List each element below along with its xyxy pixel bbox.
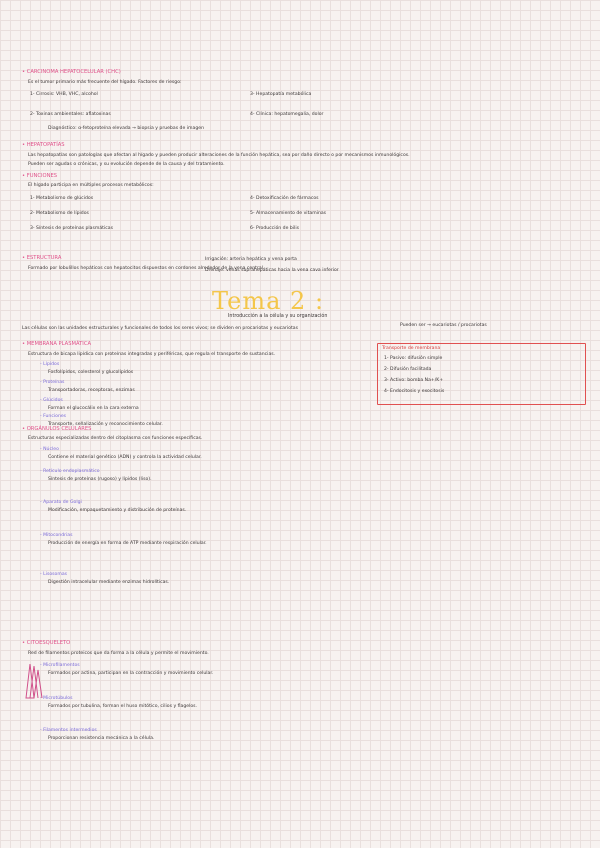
risk-item: 2- Toxinas ambientales: aflatoxinas bbox=[30, 112, 111, 117]
function-item: 2- Metabolismo de lípidos bbox=[30, 211, 89, 216]
risk-item: 4- Clínica: hepatomegalia, dolor bbox=[250, 112, 324, 117]
section-intro: El hígado participa en múltiples procesos metabólicos: bbox=[28, 183, 154, 188]
box-title: Transporte de membrana bbox=[382, 346, 441, 351]
section-heading-membrana: • MEMBRANA PLASMÁTICA bbox=[22, 341, 91, 347]
organelle-text: Contiene el material genético (ADN) y controla la actividad celular. bbox=[48, 455, 202, 460]
organelle-text: Digestión intracelular mediante enzimas hidrolíticas. bbox=[48, 580, 170, 585]
structure-note: Drenaje: venas suprahepáticas hacia la vena cava inferior bbox=[205, 268, 339, 273]
page-subtitle: Introducción a la célula y su organización bbox=[228, 314, 328, 319]
sub-heading: - Filamentos intermedios bbox=[40, 728, 97, 733]
organelle-name: - Retículo endoplasmático bbox=[40, 469, 100, 474]
section-intro-note: Pueden ser → eucariotas / procariotas bbox=[400, 323, 487, 328]
organelle-name: - Núcleo bbox=[40, 447, 59, 452]
box-line: 2- Difusión facilitada bbox=[384, 367, 432, 372]
organelle-name: - Lisosomas bbox=[40, 572, 68, 577]
fiber-sketch bbox=[24, 660, 44, 700]
section-text: Red de filamentos proteicos que da forma a la célula y permite el movimiento. bbox=[28, 651, 209, 656]
section-heading-organulos: • ORGÁNULOS CELULARES bbox=[22, 426, 92, 432]
box-line: 4- Endocitosis y exocitosis bbox=[384, 389, 445, 394]
sub-text: Formados por tubulina, forman el huso mitótico, cilios y flagelos. bbox=[48, 704, 198, 709]
organelle-name: - Mitocondrias bbox=[40, 533, 73, 538]
box-line: 3- Activo: bomba Na+/K+ bbox=[384, 378, 444, 383]
risk-item: 3- Hepatopatía metabólica bbox=[250, 92, 312, 97]
organelle-text: Modificación, empaquetamiento y distribución de proteínas. bbox=[48, 508, 187, 513]
section-text: Formado por lobulillos hepáticos con hepatocitos dispuestos en cordones alrededor de la vena central. bbox=[28, 266, 265, 271]
section-intro: Es el tumor primario más frecuente del hígado. Factores de riesgo: bbox=[28, 80, 182, 85]
sub-heading: - Funciones bbox=[40, 414, 67, 419]
section-heading-funciones: • FUNCIONES bbox=[22, 173, 58, 179]
sub-heading: - Lípidos bbox=[40, 362, 60, 367]
transport-box bbox=[377, 343, 586, 405]
sub-heading: - Microfilamentos bbox=[40, 663, 80, 668]
organelle-name: - Aparato de Golgi bbox=[40, 500, 82, 505]
sub-text: Transportadoras, receptoras, enzimas bbox=[48, 388, 135, 393]
section-text: Las hepatopatías son patologías que afectan al hígado y pueden producir alteraciones de la función hepática, sea por daño directo o por mecanismos inmunológicos. bbox=[28, 153, 410, 158]
section-heading-estructura: • ESTRUCTURA bbox=[22, 255, 62, 261]
sub-heading: - Proteínas bbox=[40, 380, 65, 385]
organelle-text: Síntesis de proteínas (rugoso) y lípidos (liso). bbox=[48, 477, 152, 482]
section-text: Pueden ser agudas o crónicas, y su evolución depende de la causa y del tratamiento. bbox=[28, 162, 225, 167]
function-item: 4- Detoxificación de fármacos bbox=[250, 196, 319, 201]
diagnosis-text: Diagnóstico: α-fetoproteína elevada → biopsia y pruebas de imagen bbox=[48, 126, 204, 131]
sub-heading: - Glúcidos bbox=[40, 398, 63, 403]
function-item: 1- Metabolismo de glúcidos bbox=[30, 196, 94, 201]
function-item: 5- Almacenamiento de vitaminas bbox=[250, 211, 327, 216]
function-item: 6- Producción de bilis bbox=[250, 226, 300, 231]
risk-item: 1- Cirrosis: VHB, VHC, alcohol bbox=[30, 92, 98, 97]
box-line: 1- Pasivo: difusión simple bbox=[384, 356, 443, 361]
sub-text: Forman el glucocálix en la cara externa bbox=[48, 406, 139, 411]
section-intro: Estructuras especializadas dentro del citoplasma con funciones específicas. bbox=[28, 436, 203, 441]
section-text: Estructura de bicapa lipídica con proteínas integradas y periféricas, que regula el transporte de sustancias. bbox=[28, 352, 276, 357]
structure-note: Irrigación: arteria hepática y vena porta bbox=[205, 257, 297, 262]
function-item: 3- Síntesis de proteínas plasmáticas bbox=[30, 226, 113, 231]
section-heading-citoesqueleto: • CITOESQUELETO bbox=[22, 640, 71, 646]
section-heading-hepatopatias: • HEPATOPATÍAS bbox=[22, 142, 65, 148]
sub-text: Proporcionan resistencia mecánica a la célula. bbox=[48, 736, 155, 741]
sub-text: Fosfolípidos, colesterol y glucolípidos bbox=[48, 370, 134, 375]
sub-heading: - Microtúbulos bbox=[40, 696, 73, 701]
page-title: Tema 2 : bbox=[212, 287, 325, 315]
organelle-text: Producción de energía en forma de ATP mediante respiración celular. bbox=[48, 541, 207, 546]
sub-text: Formados por actina, participan en la contracción y movimiento celular. bbox=[48, 671, 214, 676]
section-heading-carcinoma: • CARCINOMA HEPATOCELULAR (CHC) bbox=[22, 69, 121, 75]
section-intro: Las células son las unidades estructurales y funcionales de todos los seres vivos; se dividen en procariotas y eucariotas bbox=[22, 326, 298, 331]
sub-text: Transporte, señalización y reconocimiento celular. bbox=[48, 422, 163, 427]
